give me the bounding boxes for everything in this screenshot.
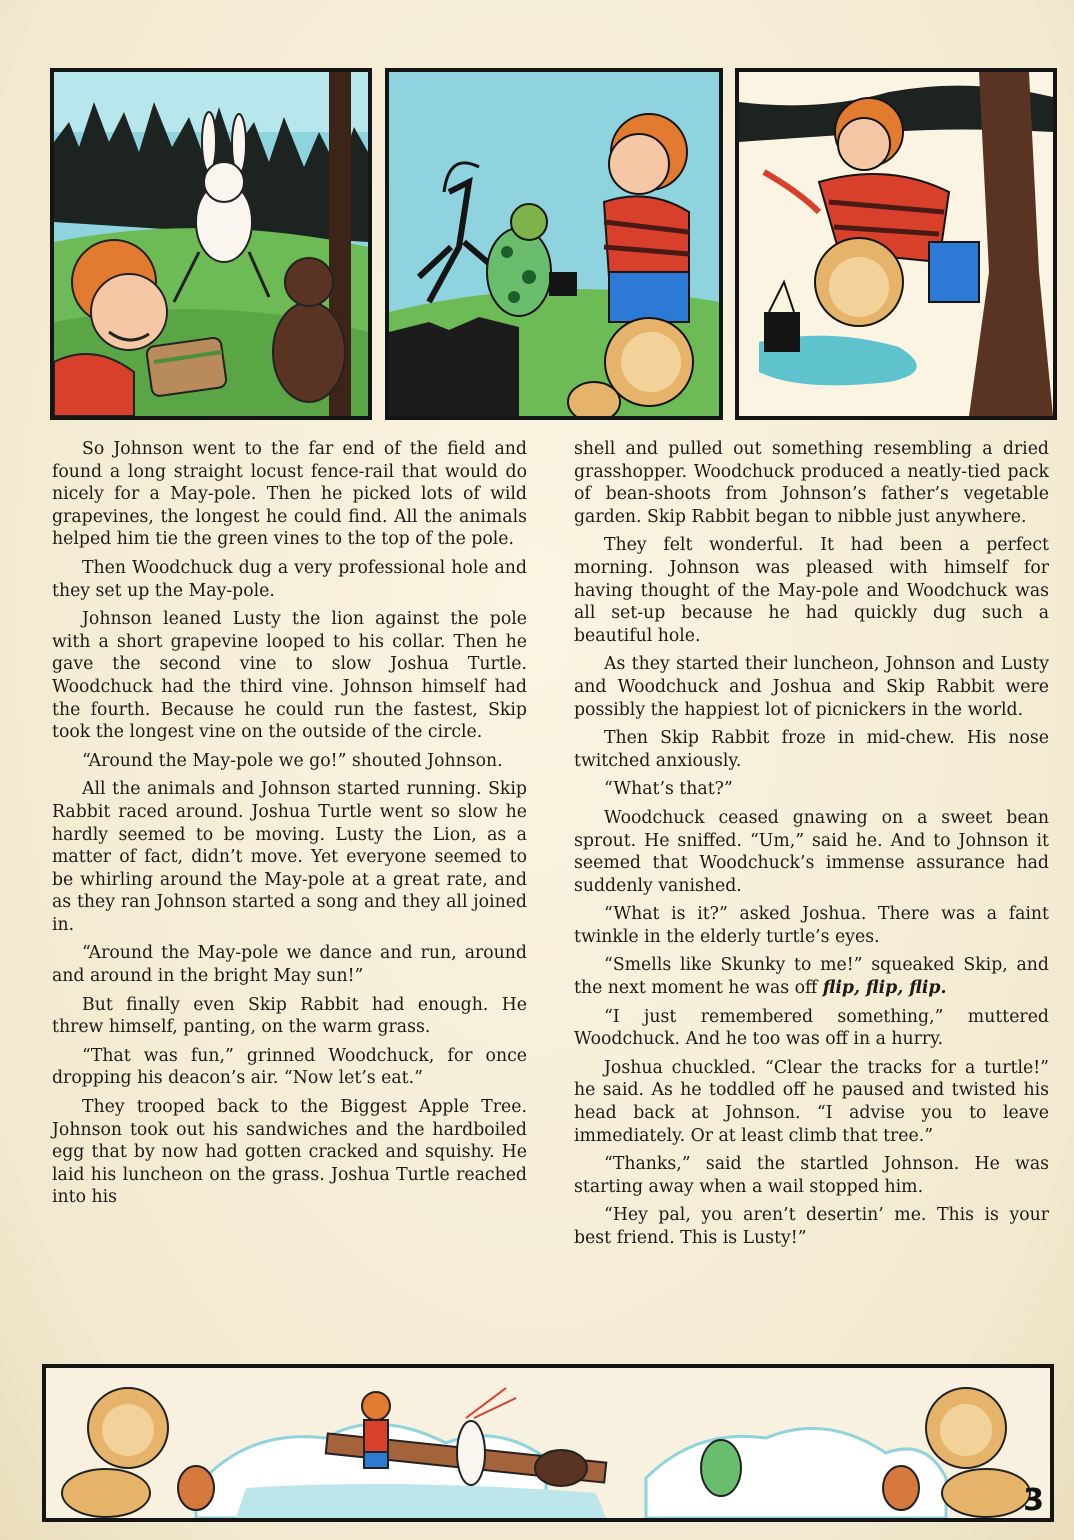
page-number: 3 <box>1023 1483 1044 1518</box>
paragraph: “What’s that?” <box>604 779 733 800</box>
paragraph: “Thanks,” said the startled Johnson. He was starting away when a wail stopped him. <box>574 1154 1049 1197</box>
paragraph: As they started their luncheon, Johnson and Lusty and Woodchuck and Joshua and Skip Rabbit were possibly the happiest lot of picnickers in the world. <box>574 654 1049 720</box>
paragraph: “That was fun,” grinned Woodchuck, for once dropping his deacon’s air. “Now let’s eat.” <box>52 1045 527 1089</box>
story-column-left <box>52 438 527 1215</box>
parade-illustration <box>46 1368 1050 1518</box>
comic-panel-tree-climb <box>735 68 1057 420</box>
comic-panel-picnic <box>50 68 372 420</box>
bottom-illustration-strip <box>42 1364 1054 1522</box>
paragraph: “What is it?” asked Joshua. There was a faint twinkle in the elderly turtle’s eyes. <box>574 904 1049 947</box>
paragraph: They trooped back to the Biggest Apple Tree. Johnson took out his sandwiches and the hardboiled egg that by now had gotten cracked and squishy. He laid his luncheon on the grass. Joshua Turtle reached into his <box>52 1097 527 1208</box>
paragraph: “Around the May-pole we go!” shouted Johnson. <box>82 750 503 771</box>
paragraph: Woodchuck ceased gnawing on a sweet bean sprout. He sniffed. “Um,” said he. And to Johnson it seemed that Woodchuck’s immense assurance had suddenly vanished. <box>574 807 1049 896</box>
paragraph <box>574 954 1049 999</box>
paragraph: So Johnson went to the far end of the field and found a long straight locust fence-rail that would do nicely for a May-pole. Then he picked lots of wild grapevines, the longest he could find. All the animals helped him tie the green vines to the top of the pole. <box>52 439 527 550</box>
paragraph: shell and pulled out something resembling a dried grasshopper. Woodchuck produced a neatly-tied pack of bean-shoots from Johnson’s father’s vegetable garden. Skip Rabbit began to nibble just anywhere. <box>574 439 1049 527</box>
emphasis-text: flip, flip, flip. <box>822 978 947 999</box>
paragraph: “Hey pal, you aren’t desertin’ me. This is your best friend. This is Lusty!” <box>574 1205 1049 1248</box>
story-column-right <box>574 438 1049 1256</box>
turtle-illustration <box>389 72 719 416</box>
paragraph: They felt wonderful. It had been a perfect morning. Johnson was pleased with himself for having thought of the May-pole and Woodchuck was all set-up because he had quickly dug such a beautiful hole. <box>574 535 1049 646</box>
paragraph: Then Woodchuck dug a very professional hole and they set up the May-pole. <box>52 557 527 601</box>
paragraph: Joshua chuckled. “Clear the tracks for a turtle!” he said. As he toddled off he paused and twisted his head back at Johnson. “I advise you to leave immediately. Or at least climb that tree.” <box>574 1057 1049 1146</box>
tree-climb-illustration <box>739 72 1053 416</box>
comic-panel-turtle <box>385 68 723 420</box>
paragraph: Johnson leaned Lusty the lion against the pole with a short grapevine looped to his collar. Then he gave the second vine to slow Joshua Turtle. Woodchuck had the third vine. Johnson himself had the fourth. Because he could run the fastest, Skip took the longest vine on the outside of the circle. <box>52 609 527 743</box>
paragraph: All the animals and Johnson started running. Skip Rabbit raced around. Joshua Turtle went so slow he hardly seemed to be moving. Lusty the Lion, as a matter of fact, didn’t move. Yet everyone seemed to be whirling around the May-pole at a great rate, and as they ran Johnson started a song and they all joined in. <box>52 779 527 935</box>
paragraph: “I just remembered something,” muttered Woodchuck. And he too was off in a hurry. <box>574 1006 1049 1050</box>
paragraph: “Around the May-pole we dance and run, around and around in the bright May sun!” <box>52 943 527 987</box>
paragraph: But finally even Skip Rabbit had enough. He threw himself, panting, on the warm grass. <box>52 994 527 1038</box>
picnic-illustration <box>54 72 368 416</box>
paragraph: Then Skip Rabbit froze in mid-chew. His nose twitched anxiously. <box>574 728 1049 771</box>
paragraph-text: “Smells like Skunky to me!” squeaked Skip, and the next moment he was off <box>574 955 1049 999</box>
